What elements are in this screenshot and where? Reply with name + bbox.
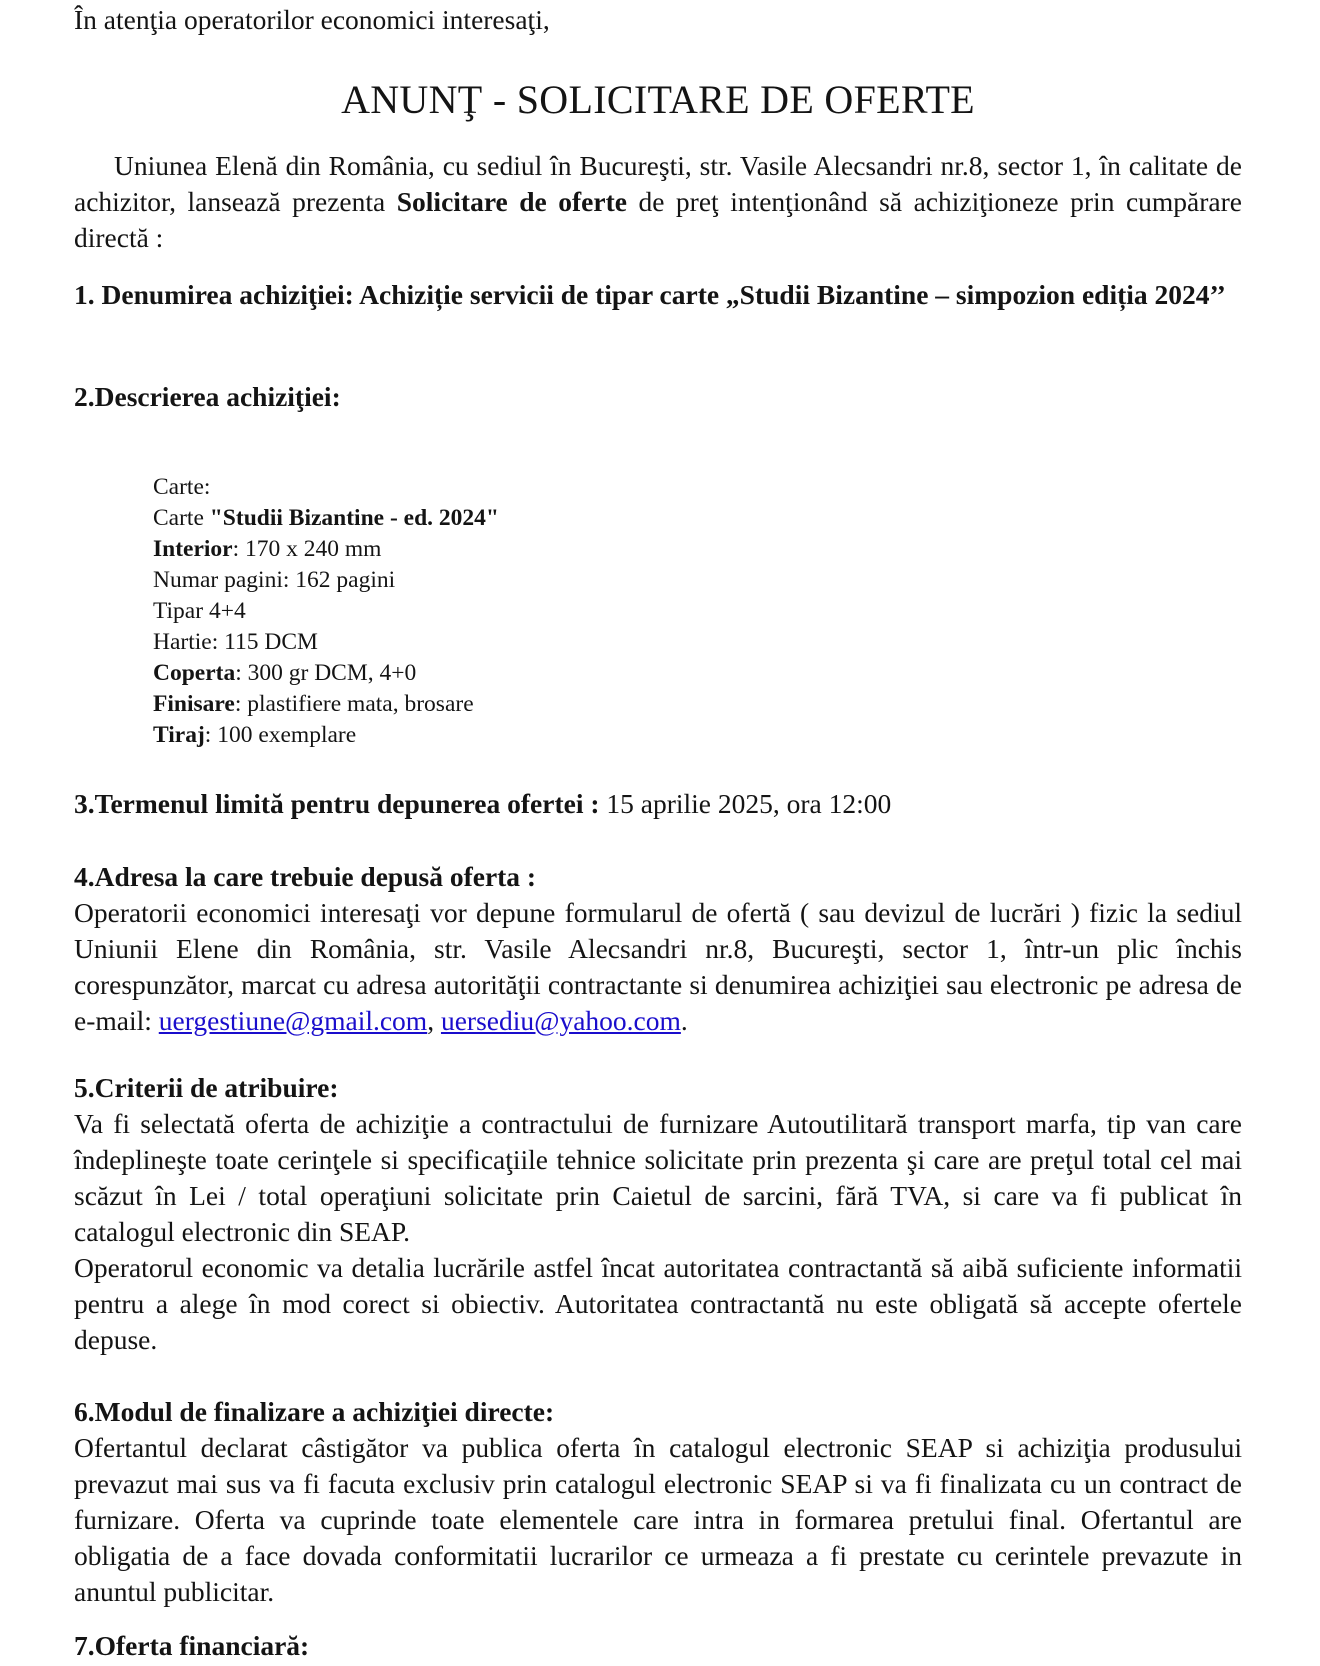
lead-text: Uniunea Elenă din România, cu sediul în Bucureşti, str. Vasile Alecsandri nr.8, sector 1, în calitate de achizitor, lansează prezenta — [74, 150, 1242, 217]
section-5-paragraph-2: Operatorul economic va detalia lucrările astfel încat autoritatea contractantă să aibă suficiente informatii pentru a alege în mod corect si obiectiv. Autoritatea contractantă nu este obligată să accepte ofertele depuse. — [74, 1252, 1242, 1355]
section-6-heading: 6.Modul de finalizare a achiziţiei directe: — [74, 1396, 555, 1427]
section-4-heading: 4.Adresa la care trebuie depusă oferta : — [74, 861, 537, 892]
deadline-value: 15 aprilie 2025, ora 12:00 — [599, 788, 892, 819]
spec-text: Carte — [153, 505, 210, 531]
spec-line — [153, 720, 499, 751]
lead-text-end: de preţ intenţionând să achiziţioneze prin cumpărare directă : — [74, 186, 1242, 253]
spec-label: Coperta — [153, 660, 236, 686]
intro-line: În atenţia operatorilor economici interesaţi, — [74, 4, 550, 35]
spec-book-title: "Studii Bizantine - ed. 2024" — [209, 505, 499, 531]
spec-label: Tiraj — [153, 722, 205, 748]
spec-line — [153, 534, 499, 565]
page-title: ANUNŢ - SOLICITARE DE OFERTE — [341, 77, 975, 122]
section-5-paragraph-1: Va fi selectată oferta de achiziţie a contractului de furnizare Autoutilitară transport marfa, tip van care îndeplineşte toate cerinţele si specificaţiile tehnice solicitate prin prezenta şi care are preţul total cel mai scăzut în Lei / total operaţiuni solicitate prin Caietul de sarcini, fără TVA, si care va fi publicat în catalogul electronic din SEAP. — [74, 1108, 1242, 1247]
spec-value: : 170 x 240 mm — [232, 536, 382, 562]
spec-line — [153, 689, 499, 720]
section-3-heading: 3.Termenul limită pentru depunerea ofertei : — [74, 788, 600, 819]
spec-line — [153, 658, 499, 689]
spec-line: Numar pagini: 162 pagini — [153, 567, 396, 593]
email-separator: , — [427, 1005, 441, 1036]
email-link-uergestiune[interactable]: uergestiune@gmail.com — [158, 1005, 428, 1036]
spec-line: Carte: — [153, 474, 211, 500]
period: . — [680, 1005, 688, 1036]
spec-value: : plastifiere mata, brosare — [234, 691, 474, 717]
section-4-text: Operatorii economici interesaţi vor depune formularul de ofertă ( sau devizul de lucrări ) fizic la sediul Uniunii Elene din România, str. Vasile Alecsandri nr.8, Bucureşti, sector 1, într-un plic închis corespunzător, marcat cu adresa autorităţii contractante si denumirea achiziţiei sau electronic pe adresa de e-mail: — [74, 897, 1242, 1036]
spec-label: Finisare — [153, 691, 235, 717]
spec-list — [153, 472, 499, 751]
section-1-heading: 1. Denumirea achiziţiei: Achiziție servicii de tipar carte „Studii Bizantine – simpozion ediția 2024’’ — [74, 279, 1226, 310]
spec-value: : 100 exemplare — [204, 722, 357, 748]
spec-label: Interior — [153, 536, 233, 562]
lead-bold: Solicitare de oferte — [396, 186, 627, 217]
lead-paragraph — [74, 148, 1242, 256]
section-5-heading: 5.Criterii de atribuire: — [74, 1072, 339, 1103]
section-2-heading: 2.Descrierea achiziţiei: — [74, 381, 341, 412]
email-link-uersediu[interactable]: uersediu@yahoo.com — [440, 1005, 681, 1036]
section-4-body — [74, 895, 1242, 1039]
spec-line — [153, 503, 499, 534]
spec-line: Tipar 4+4 — [153, 598, 246, 624]
spec-line: Hartie: 115 DCM — [153, 629, 318, 655]
section-6-body: Ofertantul declarat câstigător va publica oferta în catalogul electronic SEAP si achiziţia produsului prevazut mai sus va fi facuta exclusiv prin catalogul electronic SEAP si va fi finalizata cu un contract de furnizare. Oferta va cuprinde toate elementele care intra in formarea pretului final. Ofertantul are obligatia de a face dovada conformitatii lucrarilor ce urmeaza a fi prestate cu cerintele prevazute in anuntul publicitar. — [74, 1432, 1242, 1607]
section-3 — [74, 786, 1242, 822]
spec-value: : 300 gr DCM, 4+0 — [235, 660, 417, 686]
section-7-heading: 7.Oferta financiară: — [74, 1630, 310, 1661]
